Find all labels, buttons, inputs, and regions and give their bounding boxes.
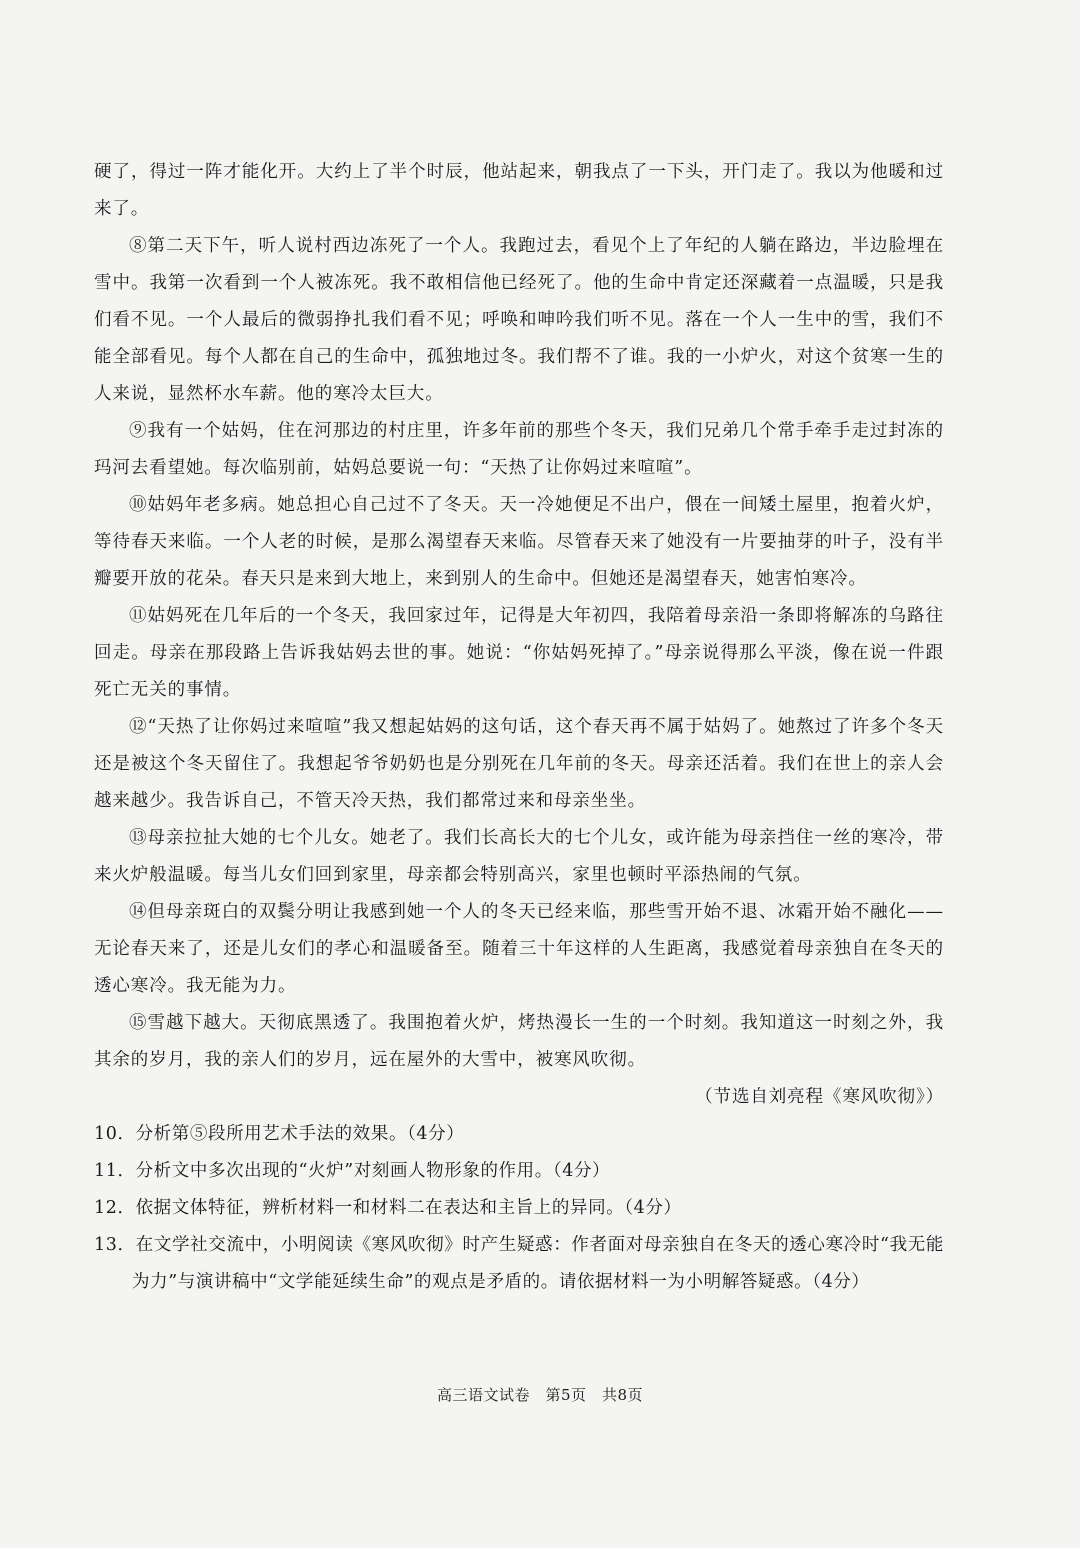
- paragraph-11: ⑪姑妈死在几年后的一个冬天，我回家过年，记得是大年初四，我陪着母亲沿一条即将解冻的乌路往回走。母亲在那段路上告诉我姑妈去世的事。她说：“你姑妈死掉了。”母亲说得那么平淡，像在说一件跟死亡无关的事情。: [94, 606, 944, 700]
- question-12: 12．依据文体特征，辨析材料一和材料二在表达和主旨上的异同。（4分）: [94, 1198, 682, 1218]
- paragraph-7-continued: 硬了，得过一阵才能化开。大约上了半个时辰，他站起来，朝我点了一下头，开门走了。我以为他暖和过来了。: [94, 162, 944, 219]
- question-11: 11．分析文中多次出现的“火炉”对刻画人物形象的作用。（4分）: [94, 1161, 611, 1181]
- paragraph-13: ⑬母亲拉扯大她的七个儿女。她老了。我们长高长大的七个儿女，或许能为母亲挡住一丝的寒冷，带来火炉般温暖。每当儿女们回到家里，母亲都会特别高兴，家里也顿时平添热闹的气氛。: [94, 828, 944, 885]
- paragraph-8: ⑧第二天下午，听人说村西边冻死了一个人。我跑过去，看见个上了年纪的人躺在路边，半边脸埋在雪中。我第一次看到一个人被冻死。我不敢相信他已经死了。他的生命中肯定还深藏着一点温暖，只是我们看不见。一个人最后的微弱挣扎我们看不见；呼唤和呻吟我们听不见。落在一个人一生中的雪，我们不能全部看见。每个人都在自己的生命中，孤独地过冬。我们帮不了谁。我的一小炉火，对这个贫寒一生的人来说，显然杯水车薪。他的寒冷太巨大。: [94, 236, 944, 404]
- paragraph-14: ⑭但母亲斑白的双鬓分明让我感到她一个人的冬天已经来临，那些雪开始不退、冰霜开始不融化——无论春天来了，还是儿女们的孝心和温暖备至。随着三十年这样的人生距离，我感觉着母亲独自在冬天的透心寒冷。我无能为力。: [94, 902, 944, 996]
- page-footer: 高三语文试卷 第5页 共8页: [436, 1386, 644, 1404]
- paragraph-9: ⑨我有一个姑妈，住在河那边的村庄里，许多年前的那些个冬天，我们兄弟几个常手牵手走过封冻的玛河去看望她。每次临别前，姑妈总要说一句：“天热了让你妈过来喧喧”。: [94, 421, 944, 478]
- question-list: [94, 1116, 944, 1301]
- source-citation: （节选自刘亮程《寒风吹彻》）: [695, 1087, 944, 1107]
- paragraph-15: ⑮雪越下越大。天彻底黑透了。我围抱着火炉，烤热漫长一生的一个时刻。我知道这一时刻之外，我其余的岁月，我的亲人们的岁月，远在屋外的大雪中，被寒风吹彻。: [94, 1013, 944, 1070]
- paragraph-12: ⑫“天热了让你妈过来喧喧”我又想起姑妈的这句话，这个春天再不属于姑妈了。她熬过了许多个冬天还是被这个冬天留住了。我想起爷爷奶奶也是分别死在几年前的冬天。母亲还活着。我们在世上的亲人会越来越少。我告诉自己，不管天冷天热，我们都常过来和母亲坐坐。: [94, 717, 944, 811]
- paragraph-10: ⑩姑妈年老多病。她总担心自己过不了冬天。天一冷她便足不出户，偎在一间矮土屋里，抱着火炉，等待春天来临。一个人老的时候，是那么渴望春天来临。尽管春天来了她没有一片要抽芽的叶子，没有半瓣要开放的花朵。春天只是来到大地上，来到别人的生命中。但她还是渴望春天，她害怕寒冷。: [94, 495, 944, 589]
- question-10: 10．分析第⑤段所用艺术手法的效果。（4分）: [94, 1124, 465, 1144]
- question-13: 13．在文学社交流中，小明阅读《寒风吹彻》时产生疑惑：作者面对母亲独自在冬天的透心寒冷时“我无能为力”与演讲稿中“文学能延续生命”的观点是矛盾的。请依据材料一为小明解答疑惑。（4分）: [94, 1235, 944, 1292]
- reading-passage: [94, 154, 944, 1116]
